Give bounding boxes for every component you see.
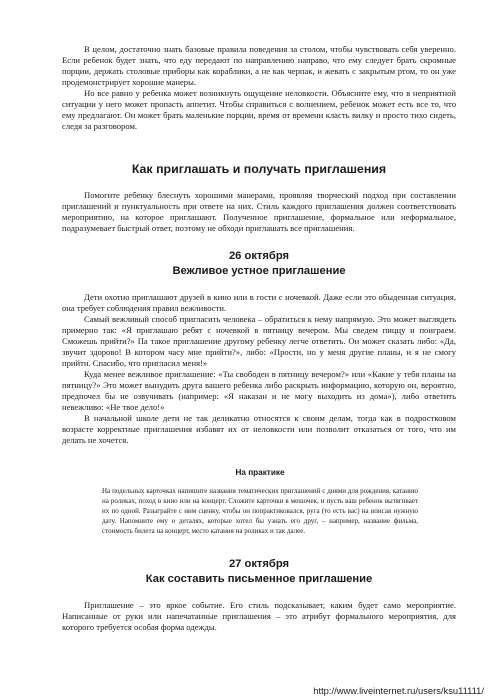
practice-heading: На практике [235, 468, 285, 477]
intro-paragraph-1: В целом, достаточно знать базовые правила поведения за столом, чтобы чувствовать себя уверенно. Если ребенок будет знать, что еду передают по направлению направо, что ему следует брать скромные порции, держать столовые приборы как кораблики, а не как черпак, и жевать с закрытым ртом, то он уже продемонстрирует хорошие манеры. [62, 44, 456, 87]
subheading-oral-invitation: Вежливое устное приглашение [172, 265, 346, 277]
oral-paragraph-4: В начальной школе дети не так деликатно относятся к своим делам, тогда как в подростковом возрасте корректные приглашения избавят их от неловкости или позволит отказаться от того, что им делать не хочется. [62, 413, 456, 445]
date-heading-26-october: 26 октября [228, 250, 290, 262]
footer-url[interactable]: http://www.liveinternet.ru/users/ksu11111/ [313, 685, 484, 696]
oral-paragraph-1: Дети охотно приглашают друзей в кино или в гости с ночевкой. Даже если это обыденная ситуация, она требует соблюдения правил вежливости. [62, 292, 456, 313]
written-paragraph-1: Приглашение – это яркое событие. Его стиль подсказывает, каким будет само мероприятие. Написанные от руки или напечатанные приглашения – это атрибут формального мероприятия, для которого требуется особая форма одежды. [62, 600, 456, 632]
practice-box [62, 468, 456, 536]
section-paragraph-1: Помогите ребенку блеснуть хорошими манерами, проявляя творческий подход при составлении приглашений и пунктуальность при ответе на них. Стиль каждого приглашения должен соответствовать мероприятию, на которое приглашают. Полученное приглашение, формальное или неформальное, подразумевает быстрый ответ, поэтому не обходи приглашать все приглашения. [62, 190, 456, 233]
practice-text: На подельных карточках напишите названия тематических приглашений с днями для рождения, катанию на роликах, поход в кино или на концерт. Сложите карточки в мешочек, и пусть ваш ребенок вытягивает их по одной. Разыграйте с ним сценку, чтобы он попрактиковался, руга (то есть вас) на вписав нужную дату. Напомните ему о деталях, которые хотел бы узнать его друг, – например, название фильма, стоимость билета на концерт, место катания на роликах и так далее. [102, 487, 418, 535]
page-content [62, 44, 456, 633]
section-heading-invitations: Как приглашать и получать приглашения [131, 162, 387, 176]
intro-paragraph-2: Но все равно у ребенка может возникнуть ощущение неловкости. Объясните ему, что в неприятной ситуации у него может пропасть аппетит. Чтобы справиться с волнением, ребенок может есть все то, что ему предлагают. Он может брать маленькие порции, время от времени класть вилку и просто тихо сидеть, следя за разговором. [62, 88, 456, 131]
date-heading-27-october: 27 октября [228, 558, 290, 570]
subheading-written-invitation: Как составить письменное приглашение [145, 573, 373, 585]
oral-paragraph-3: Куда менее вежливое приглашение: «Ты свободен в пятницу вечером?» или «Какие у тебя планы на пятницу?» Это может вынудить друга вашего ребенка либо раскрыть информацию, которую он, вероятно, предпочел бы не озвучивать (например: «Я наказан и не могу выходить из дома»), либо ответить невежливо: «Не твое дело!» [62, 369, 456, 412]
oral-paragraph-2: Самый вежливый способ пригласить человека – обратиться к нему напрямую. Это может выглядеть примерно так: «Я приглашаю ребят с ночевкой в пятницу вечером. Мы сведем пиццу и поиграем. Сможешь прийти?» Па такое приглашение другому ребенку легче ответить. Он может сказать либо: «Да, звучит здорово! В котором часу мне прийти?», либо: «Прости, но у меня другие планы, и я не смогу прийти. Спасибо, что пригласил меня!» [62, 314, 456, 368]
